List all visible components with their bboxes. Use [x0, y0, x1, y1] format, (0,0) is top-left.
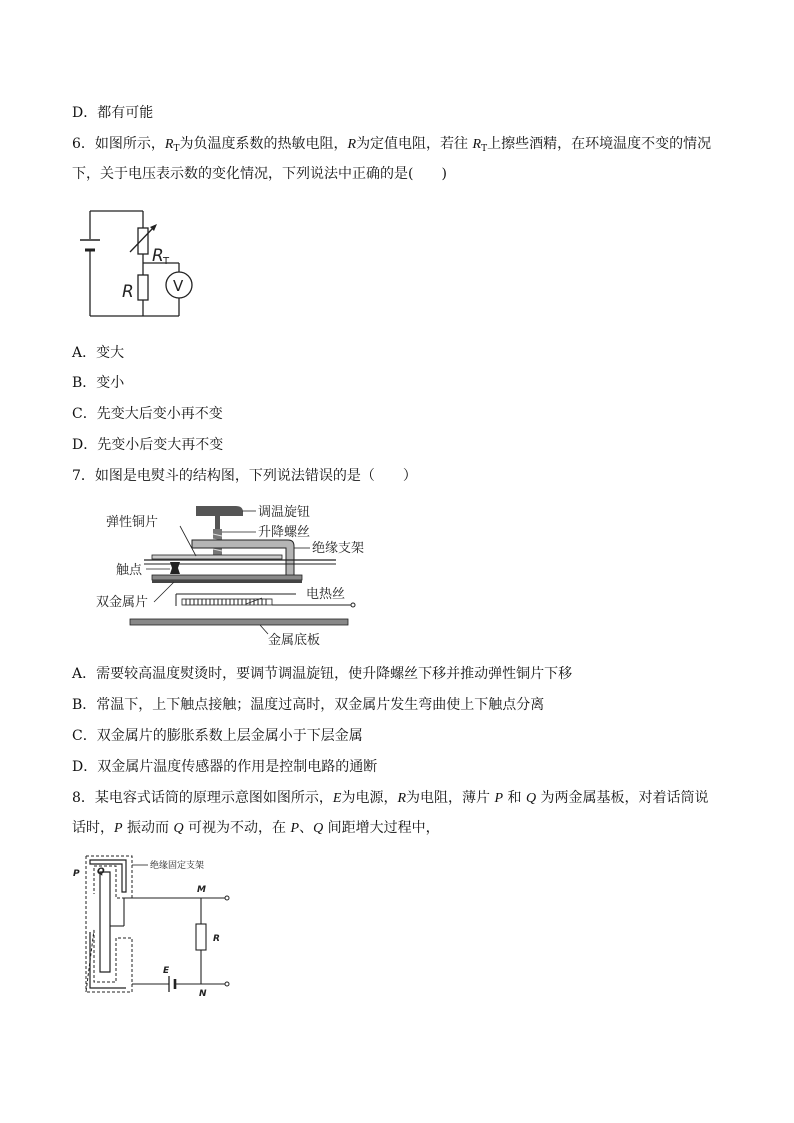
bimetal-strip — [152, 575, 302, 580]
q8-line2-part2: 振动而 — [122, 820, 174, 836]
q6-stem-line1 — [72, 134, 711, 159]
label-screw: 升降螺丝 — [258, 525, 311, 540]
q8-stem-line2 — [72, 818, 440, 839]
label-bimetal: 双金属片 — [96, 595, 149, 610]
resistor-r — [196, 924, 206, 950]
q6-r-symbol: R — [347, 137, 357, 152]
q6-stem-part4: 上擦些酒精，在环境温度不变的情况 — [487, 136, 712, 152]
label-heater: 电热丝 — [306, 587, 346, 602]
q8-line2-part1: 话时， — [72, 820, 114, 836]
terminal-n — [225, 982, 229, 986]
q8-line2-p: P — [114, 821, 123, 836]
voltmeter-label: V — [173, 277, 184, 295]
q8-q-symbol: Q — [525, 791, 537, 806]
heater-coil — [182, 599, 272, 605]
q6-stem-line2: 下，关于电压表示数的变化情况，下列说法中正确的是( ) — [72, 166, 447, 182]
label-base: 金属底板 — [268, 633, 321, 648]
q8-stem-part4: 和 — [503, 790, 526, 806]
q6-rt-sub-2: T — [481, 144, 488, 154]
q7-stem: 7．如图是电熨斗的结构图，下列说法错误的是（ ） — [72, 468, 417, 484]
q6-option-c: C．先变大后变小再不变 — [72, 406, 223, 422]
bimetal-strip-lower — [152, 580, 302, 583]
q7-option-c: C．双金属片的膨胀系数上层金属小于下层金属 — [72, 728, 363, 744]
plate-q — [100, 872, 110, 972]
label-contact: 触点 — [116, 563, 143, 578]
q6-circuit-figure — [72, 203, 212, 325]
q6-rt-symbol-2: R — [472, 137, 482, 152]
q8-microphone-figure — [70, 852, 240, 997]
label-p: P — [73, 869, 80, 879]
q8-r-symbol: R — [397, 791, 407, 806]
q8-line2-q2: Q — [313, 821, 324, 836]
q8-stem-part5: 为两金属基板，对着话筒说 — [536, 790, 709, 806]
q5-option-d: D．都有可能 — [72, 105, 154, 121]
q8-e-symbol: E — [332, 791, 342, 806]
rt-label: R — [152, 246, 164, 266]
resistor-box — [138, 275, 148, 300]
q8-line2-q: Q — [173, 821, 184, 836]
terminal-m — [225, 896, 229, 900]
q6-option-d: D．先变小后变大再不变 — [72, 437, 224, 453]
q7-iron-figure — [96, 498, 376, 650]
q6-option-b: B．变小 — [72, 375, 125, 391]
contact-shape — [170, 562, 180, 574]
label-n: N — [199, 989, 207, 997]
q6-stem-part1: 6．如图所示， — [72, 136, 165, 152]
knob-shape — [196, 506, 243, 516]
q6-rt-symbol: R — [164, 137, 174, 152]
q8-stem-line1 — [72, 788, 709, 809]
r-label: R — [122, 282, 134, 302]
label-copper: 弹性铜片 — [106, 515, 159, 530]
label-m: M — [197, 885, 206, 895]
q6-stem-part3: 为定值电阻，若往 — [356, 136, 473, 152]
label-knob: 调温旋钮 — [258, 505, 311, 520]
q8-stem-part1: 8．某电容式话筒的原理示意图如图所示， — [72, 790, 333, 806]
label-bracket: 绝缘固定支架 — [150, 861, 205, 871]
q8-line2-p2: P — [290, 821, 300, 836]
q6-stem-part2: 为负温度系数的热敏电阻， — [179, 136, 348, 152]
q8-p-symbol: P — [494, 791, 504, 806]
q8-stem-part2: 为电源， — [341, 790, 398, 806]
knob-stem — [215, 516, 220, 530]
thermistor-box — [138, 228, 148, 254]
label-r: R — [213, 934, 220, 944]
label-bracket: 绝缘支架 — [312, 541, 365, 556]
copper-strip — [152, 555, 282, 559]
q7-option-b: B．常温下，上下触点接触；温度过高时，双金属片发生弯曲使上下触点分离 — [72, 697, 545, 713]
q6-option-a: A．变大 — [72, 345, 125, 361]
thermistor-arrow-line — [130, 227, 154, 252]
rt-label-sub: T — [163, 256, 170, 267]
q8-line2-part5: 间距增大过程中， — [323, 820, 440, 836]
q8-line2-part3: 可视为不动，在 — [183, 820, 291, 836]
plate-p — [90, 860, 126, 988]
base-plate — [130, 619, 348, 625]
q6-rt-sub: T — [173, 144, 180, 154]
heater-terminal — [351, 603, 355, 607]
q8-line2-part4: 、 — [299, 820, 314, 836]
q7-option-a: A．需要较高温度熨烫时，要调节调温旋钮，使升降螺丝下移并推动弹性铜片下移 — [72, 666, 573, 682]
q8-stem-part3: 为电阻，薄片 — [406, 790, 495, 806]
label-q: Q — [97, 867, 105, 877]
q7-option-d: D．双金属片温度传感器的作用是控制电路的通断 — [72, 759, 378, 775]
label-e: E — [163, 966, 170, 976]
